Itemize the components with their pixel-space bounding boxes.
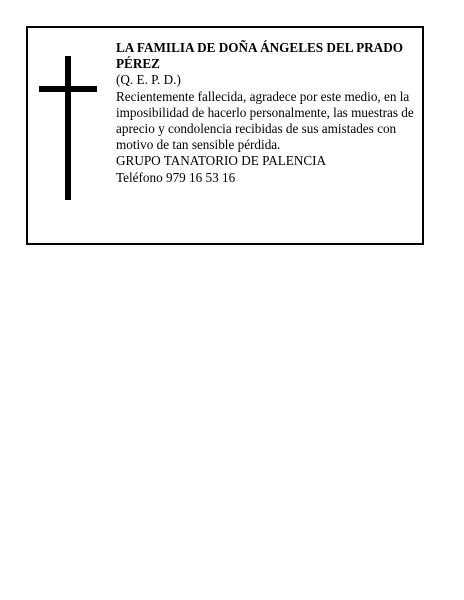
funeral-home-name: GRUPO TANATORIO DE PALENCIA bbox=[116, 153, 327, 169]
deceased-family-heading: LA FAMILIA DE DOÑA ÁNGELES DEL PRADO PÉREZ bbox=[116, 40, 403, 72]
notice-text-block bbox=[116, 40, 422, 186]
obituary-notice bbox=[26, 26, 424, 245]
qepd-line: (Q. E. P. D.) bbox=[116, 72, 181, 88]
gratitude-message: Recientemente fallecida, agradece por este medio, en la imposibilidad de hacerlo personalmente, las muestras de aprecio y condolencia recibidas de sus amistades con motivo de tan sensible pérdida. bbox=[116, 88, 414, 153]
latin-cross-icon bbox=[39, 56, 101, 200]
cross-horizontal-bar bbox=[39, 86, 97, 92]
cross-vertical-bar bbox=[65, 56, 71, 200]
phone-number: Teléfono 979 16 53 16 bbox=[116, 169, 236, 185]
